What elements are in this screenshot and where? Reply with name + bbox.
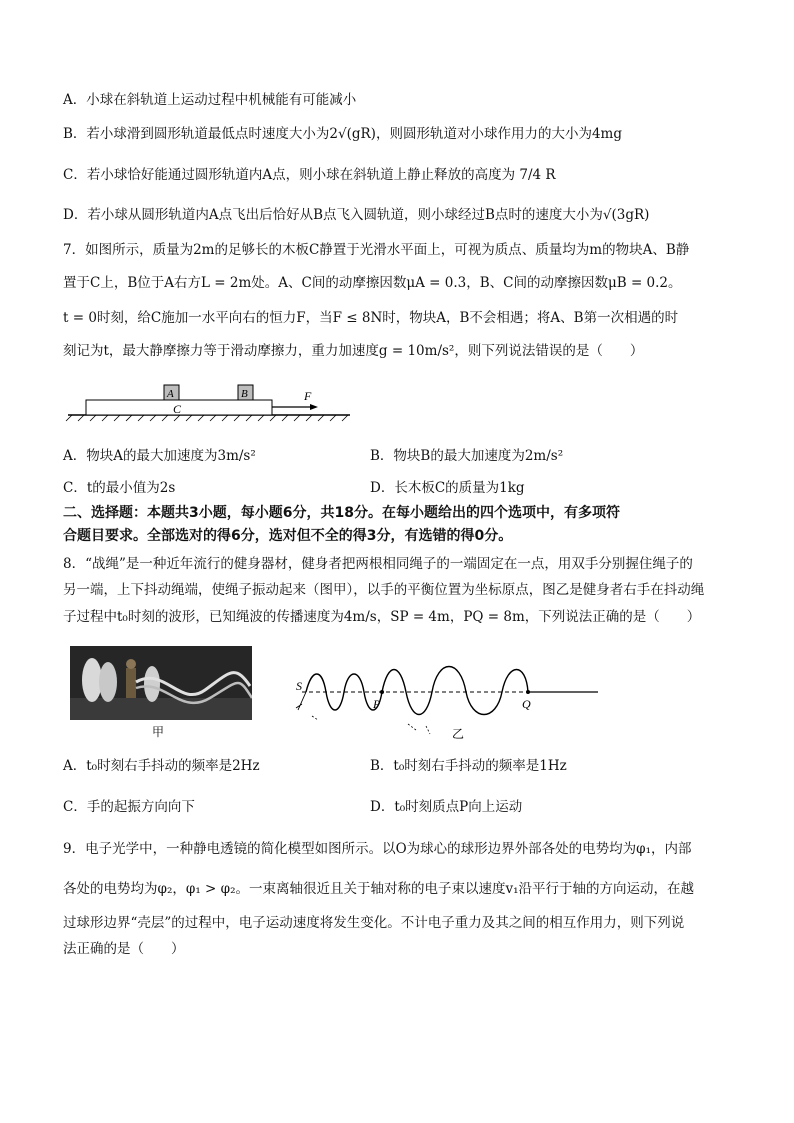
label-b: B xyxy=(241,388,248,400)
q8-option-b: B．t₀时刻右手抖动的频率是1Hz xyxy=(370,758,567,774)
q7-stem-line-2: 置于C上，B位于A右方L = 2m处。A、C间的动摩擦因数μA = 0.3，B、C间的动摩擦因数μB = 0.2。 xyxy=(63,275,682,291)
q8-option-c: C．手的起振方向向下 xyxy=(63,799,195,815)
q6-option-b: B．若小球滑到圆形轨道最低点时速度大小为2√(gR)，则圆形轨道对小球作用力的大小为4mg xyxy=(63,126,622,142)
label-p: P xyxy=(373,697,381,711)
label-s: S xyxy=(296,679,302,693)
rope-wave xyxy=(306,667,528,715)
q8-stem-line-1: 8．“战绳”是一种近年流行的健身器材，健身者把两根相同绳子的一端固定在一点，用双手分别握住绳子的 xyxy=(63,556,693,572)
label-a: A xyxy=(167,388,174,400)
q7-option-b: B．物块B的最大加速度为2m/s² xyxy=(370,448,564,464)
q7-stem-line-1: 7．如图所示，质量为2m的足够长的木板C静置于光滑水平面上，可视为质点、质量均为m的物块A、B静 xyxy=(63,242,690,258)
battle-rope-photo xyxy=(70,646,252,720)
section-2-heading-line-1: 二、选择题：本题共3小题，每小题6分，共18分。在每小题给出的四个选项中，有多项符 xyxy=(63,505,620,521)
q8-wave-figure xyxy=(282,650,600,740)
q7-stem-line-4: 刻记为t，最大静摩擦力等于滑动摩擦力，重力加速度g = 10m/s²，则下列说法错误的是（ ） xyxy=(63,343,644,359)
label-c: C xyxy=(173,402,182,416)
q8-stem-line-2: 另一端，上下抖动绳端，使绳子振动起来（图甲），以手的平衡位置为坐标原点，图乙是健身者右手在抖动绳 xyxy=(63,582,705,598)
q9-stem-line-4: 法正确的是（ ） xyxy=(63,941,185,957)
q7-option-d: D．长木板C的质量为1kg xyxy=(370,480,525,496)
q6-option-c: C．若小球恰好能通过圆形轨道内A点，则小球在斜轨道上静止释放的高度为 7/4 R xyxy=(63,167,556,183)
q7-option-c: C．t的最小值为2s xyxy=(63,480,176,496)
q9-stem-line-3: 过球形边界“壳层”的过程中，电子运动速度将发生变化。不计电子重力及其之间的相互作用力，则下列说 xyxy=(63,915,685,931)
q8-option-d: D．t₀时刻质点P向上运动 xyxy=(370,799,523,815)
q8-stem-line-3: 子过程中t₀时刻的波形，已知绳波的传播速度为4m/s，SP = 4m，PQ = 8m，下列说法正确的是（ ） xyxy=(63,609,701,625)
section-2-heading-line-2: 合题目要求。全部选对的得6分，选对但不全的得3分，有选错的得0分。 xyxy=(63,528,513,544)
caption-yi: 乙 xyxy=(452,727,465,740)
q8-option-a: A．t₀时刻右手抖动的频率是2Hz xyxy=(63,758,260,774)
q9-stem-line-2: 各处的电势均为φ₂，φ₁ > φ₂。一束离轴很近且关于轴对称的电子束以速度v₁沿平行于轴的方向运动，在越 xyxy=(63,881,695,897)
q9-stem-line-1: 9．电子光学中，一种静电透镜的简化模型如图所示。以O为球心的球形边界外部各处的电势均为φ₁，内部 xyxy=(63,841,692,857)
label-q: Q xyxy=(522,697,531,711)
q7-option-a: A．物块A的最大加速度为3m/s² xyxy=(63,448,256,464)
q6-option-d: D．若小球从圆形轨道内A点飞出后恰好从B点飞入圆轨道，则小球经过B点时的速度大小为√(3gR) xyxy=(63,207,650,223)
label-f: F xyxy=(304,389,312,403)
q7-stem-line-3: t = 0时刻，给C施加一水平向右的恒力F，当F ≤ 8N时，物块A，B不会相遇；将A、B第一次相遇的时 xyxy=(63,310,679,326)
q7-figure-board xyxy=(64,378,354,422)
q6-option-a: A．小球在斜轨道上运动过程中机械能有可能减小 xyxy=(63,92,357,108)
caption-jia: 甲 xyxy=(152,725,165,739)
